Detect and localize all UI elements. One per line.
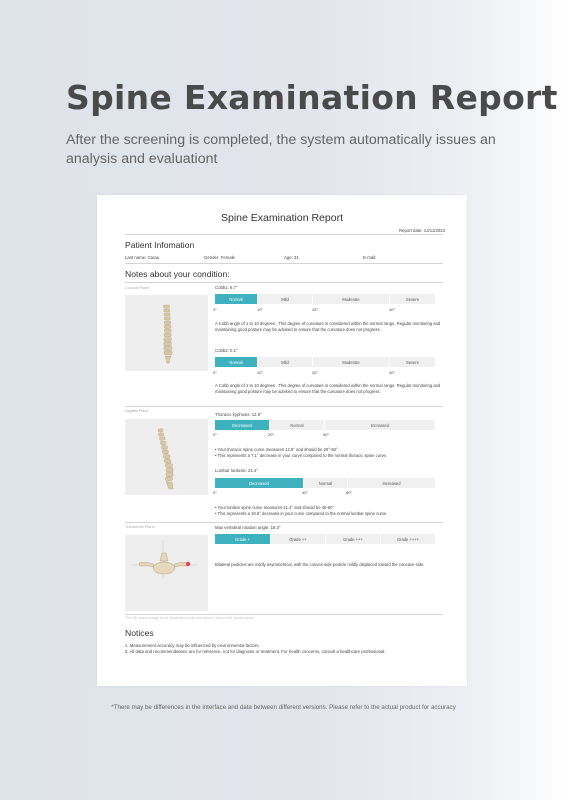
cobb2-tick: 10° xyxy=(256,370,264,375)
coronal-spine-image xyxy=(125,295,208,371)
patient-heading: Patient Infomation xyxy=(125,240,195,250)
report-sheet xyxy=(97,195,467,686)
cobb2-scale xyxy=(215,357,436,367)
patient-last-name: Last name: Carau xyxy=(125,255,160,260)
lumbar-tick: 40° xyxy=(301,490,309,495)
cobb1-seg-mild: Mild xyxy=(258,294,313,304)
lumbar-seg-increased: Increased xyxy=(348,478,436,488)
rotation-seg-grade-4: Grade ++++ xyxy=(381,534,436,544)
report-date: Report date: 13/11/2023 xyxy=(398,228,445,233)
lumbar-lordosis-value: Lumbar lordosis: 21.4° xyxy=(215,468,259,473)
lumbar-tick: 60° xyxy=(345,490,353,495)
patient-email: E-mail: xyxy=(363,255,377,260)
divider xyxy=(125,406,443,407)
rotation-seg-grade-3: Grade +++ xyxy=(326,534,381,544)
cobb2-description: A Cobb angle of 1 to 10 degrees . This degree of curvature is considered within the normal range. Regular monitoring and maintaining good posture may be advised to ensure that the curvature does not progress. xyxy=(215,383,441,394)
cobb1-tick: 40° xyxy=(388,307,396,312)
cobb2-seg-severe: Severe xyxy=(390,357,436,367)
divider xyxy=(125,234,443,235)
notes-heading: Notes about your condition: xyxy=(125,269,230,279)
lumbar-seg-normal: Normal xyxy=(304,478,348,488)
spine-front-icon xyxy=(125,295,208,371)
report-title: Spine Examination Report xyxy=(221,212,343,224)
cobb1-tick: 0° xyxy=(213,307,217,312)
notice-item: 2. All data and recommendations are for reference, not for diagnosis or treatment. For health concerns, consult a healthcare professional. xyxy=(125,649,386,654)
cobb2-tick: 40° xyxy=(388,370,396,375)
patient-gender: Gender: Female xyxy=(204,255,236,260)
lumbar-scale xyxy=(215,478,436,488)
rotation-seg-grade-2: Grade ++ xyxy=(271,534,326,544)
cobb2-seg-mild: Mild xyxy=(258,357,313,367)
cobb2-seg-moderate: Moderate xyxy=(313,357,390,367)
lumbar-description-1: • Your lumbar spine curve measures 21.4° and should be 40-60° xyxy=(215,505,335,510)
cobb1-value: Cobb1: 6.7° xyxy=(215,285,238,290)
sagittal-plane-label: Sagittal Plane xyxy=(125,409,149,413)
hero-title: Spine Examination Report xyxy=(66,78,558,117)
notices-heading: Notices xyxy=(125,628,154,638)
thoracic-kyphosis-value: Thoracic kyphosis: 12.9° xyxy=(215,412,262,417)
notice-item: 1. Measurement accuracy may be influenced by environmental factors. xyxy=(125,643,260,648)
thoracic-seg-decreased: Decreased xyxy=(215,420,270,430)
thoracic-seg-increased: Increased xyxy=(325,420,436,430)
thoracic-description-2: • This represents a 7.1° decrease in your curve compared to the normal thoracic spine curve. xyxy=(215,453,388,458)
cobb1-tick: 25° xyxy=(311,307,319,312)
rotation-description: Bilateral pedicles are mildly asymmetrical, with the convex-side pedicle mildly displaced toward the concave side. xyxy=(215,562,425,567)
vertebra-top-icon xyxy=(125,535,208,611)
cobb1-tick: 10° xyxy=(256,307,264,312)
lumbar-description-2: • This represents a 18.6° decrease in your curve compared to the normal lumbar spine curve. xyxy=(215,511,388,516)
lumbar-seg-decreased: Decreased xyxy=(215,478,304,488)
thoracic-description-1: • Your thoracic spine curve measures 12.9° and should be 20°-50° xyxy=(215,447,338,452)
cobb1-scale xyxy=(215,294,436,304)
thoracic-scale xyxy=(215,420,436,430)
cobb1-description: A Cobb angle of 1 to 10 degrees . This degree of curvature is considered within the normal range. Regular monitoring and maintaining good posture may be advised to ensure that the curvature does not progress. xyxy=(215,321,441,332)
transverse-vertebra-image xyxy=(125,535,208,611)
cobb2-tick: 0° xyxy=(213,370,217,375)
footer-disclaimer: *There may be differences in the interface and data between different versions. Please refer to the actual product for accuracy xyxy=(111,704,456,711)
patient-age: Age: 31 xyxy=(284,255,299,260)
image-disclaimer: The 3D spine image is for illustration only and doesn't depict the actual spine. xyxy=(125,616,255,620)
cobb1-seg-normal: Normal xyxy=(215,294,258,304)
transverse-plane-label: Transverse Plane xyxy=(125,525,155,529)
coronal-plane-label: Coronal Plane xyxy=(125,286,150,290)
cobb2-value: Cobb2: 0.1° xyxy=(215,348,238,353)
thoracic-seg-normal: Normal xyxy=(270,420,325,430)
thoracic-tick: 0° xyxy=(213,432,217,437)
rotation-angle-value: Max vertebral rotation angle: 18.3° xyxy=(215,525,281,530)
spine-side-icon xyxy=(125,419,208,495)
divider xyxy=(125,522,443,523)
divider xyxy=(125,263,443,264)
hero-subtitle: After the screening is completed, the system automatically issues an analysis and evaluationt xyxy=(66,132,496,167)
thoracic-tick: 20° xyxy=(267,432,275,437)
lumbar-tick: 0° xyxy=(213,490,217,495)
rotation-seg-grade-1: Grade + xyxy=(215,534,271,544)
divider xyxy=(125,614,443,615)
cobb1-seg-moderate: Moderate xyxy=(313,294,390,304)
thoracic-tick: 50° xyxy=(322,432,330,437)
cobb2-seg-normal: Normal xyxy=(215,357,258,367)
divider xyxy=(125,282,443,283)
cobb2-tick: 25° xyxy=(311,370,319,375)
cobb1-seg-severe: Severe xyxy=(390,294,436,304)
sagittal-spine-image xyxy=(125,419,208,495)
rotation-scale xyxy=(215,534,436,544)
